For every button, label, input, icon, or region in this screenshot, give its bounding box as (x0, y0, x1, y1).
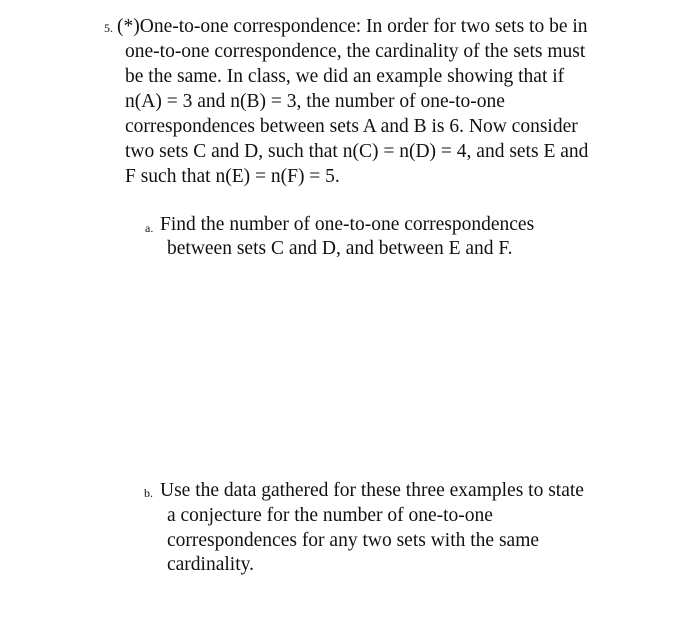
problem-text-line-6: two sets C and D, such that n(C) = n(D) = 4, and sets E and (125, 141, 589, 162)
part-a-line-2: between sets C and D, and between E and F. (167, 238, 513, 259)
problem-text-line-2: one-to-one correspondence, the cardinality of the sets must (125, 41, 586, 62)
problem-text-line-5: correspondences between sets A and B is 6. Now consider (125, 116, 578, 137)
part-b-line-1: Use the data gathered for these three examples to state (160, 480, 584, 501)
part-b-line-3: correspondences for any two sets with the same (167, 530, 540, 551)
problem-text-line-4: n(A) = 3 and n(B) = 3, the number of one-to-one (125, 91, 505, 112)
problem-text-line-7: F such that n(E) = n(F) = 5. (125, 166, 340, 187)
problem-text-line-3: be the same. In class, we did an example showing that if (125, 66, 565, 87)
part-a-line-1: Find the number of one-to-one correspondences (160, 214, 535, 235)
part-b-label: b. (144, 486, 153, 500)
part-b-line-4: cardinality. (167, 554, 254, 575)
part-a-label: a. (145, 221, 154, 235)
problem-number: 5. (104, 21, 113, 35)
part-b-line-2: a conjecture for the number of one-to-one (167, 505, 493, 526)
problem-text-line-1: (*)One-to-one correspondence: In order for two sets to be in (117, 16, 588, 37)
